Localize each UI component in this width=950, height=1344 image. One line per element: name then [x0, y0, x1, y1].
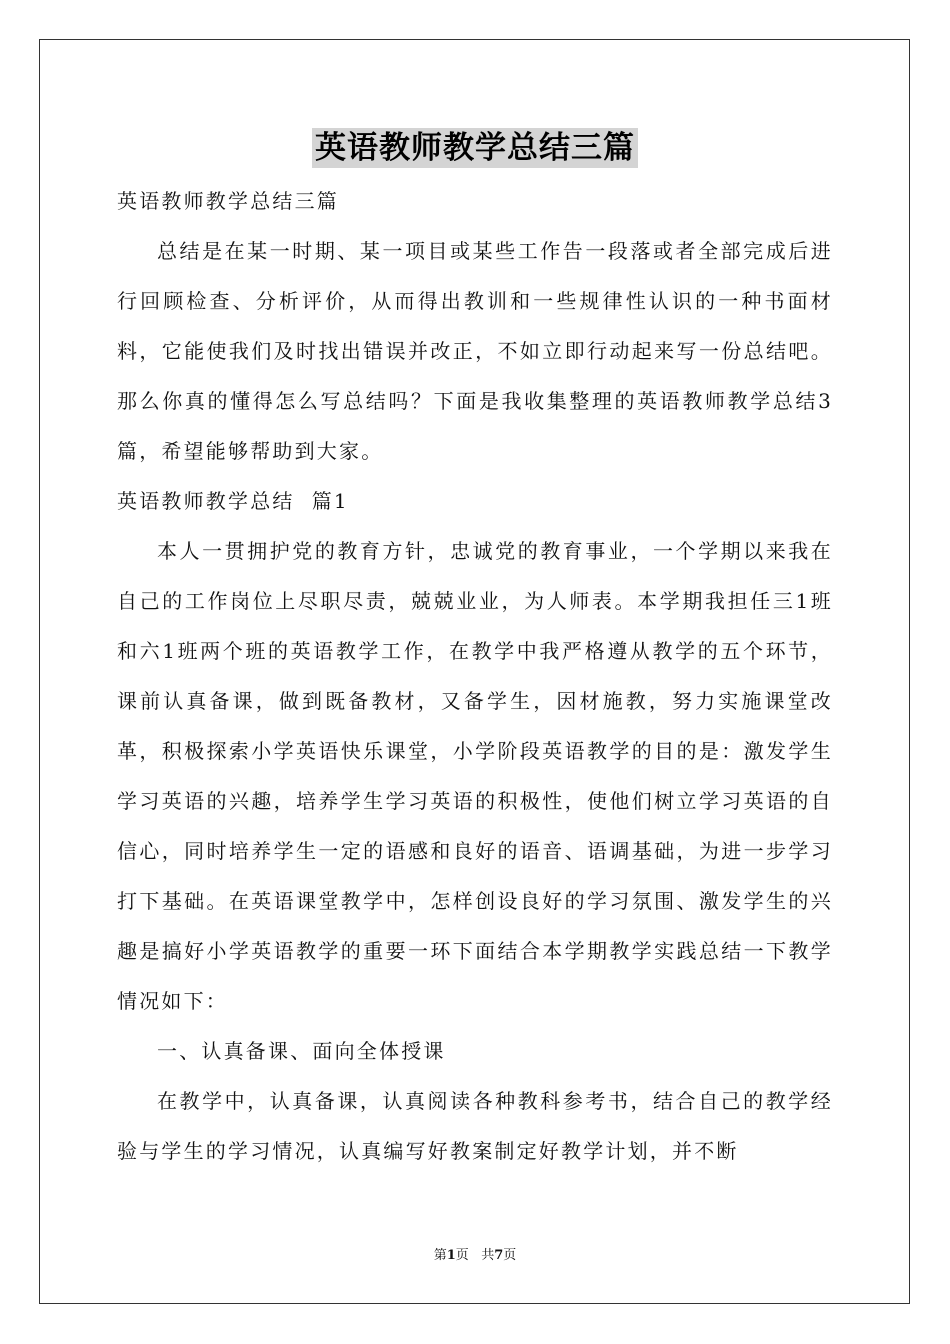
- paragraph: 在教学中，认真备课，认真阅读各种教科参考书，结合自己的教学经验与学生的学习情况，认真编写好教案制定好教学计划，并不断: [117, 1089, 833, 1163]
- document-title: 英语教师教学总结三篇: [312, 128, 638, 168]
- paragraph: 总结是在某一时期、某一项目或某些工作告一段落或者全部完成后进行回顾检查、分析评价，从而得出教训和一些规律性认识的一种书面材料，它能使我们及时找出错误并改正，不如立即行动起来写一份总结吧。那么你真的懂得怎么写总结吗？下面是我收集整理的英语教师教学总结3篇，希望能够帮助到大家。: [117, 239, 833, 463]
- total-suffix: 页: [503, 1248, 517, 1263]
- paragraph: 本人一贯拥护党的教育方针，忠诚党的教育事业，一个学期以来我在自己的工作岗位上尽职尽责，兢兢业业，为人师表。本学期我担任三1班和六1班两个班的英语教学工作，在教学中我严格遵从教学的五个环节，课前认真备课，做到既备教材，又备学生，因材施教，努力实施课堂改革，积极探索小学英语快乐课堂，小学阶段英语教学的目的是：激发学生学习英语的兴趣，培养学生学习英语的积极性，使他们树立学习英语的自信心，同时培养学生一定的语感和良好的语音、语调基础，为进一步学习打下基础。在英语课堂教学中，怎样创设良好的学习氛围、激发学生的兴趣是搞好小学英语教学的重要一环下面结合本学期教学实践总结一下教学情况如下：: [117, 539, 833, 1013]
- page-footer: [0, 1246, 950, 1266]
- total-pages: 7: [494, 1248, 504, 1263]
- page-number: 1: [446, 1248, 456, 1263]
- subsection-heading: 一、认真备课、面向全体授课: [157, 1039, 446, 1063]
- page-suffix: 页: [455, 1248, 469, 1263]
- section-heading: 英语教师教学总结 篇1: [117, 489, 349, 513]
- page-prefix: 第: [433, 1248, 447, 1263]
- paragraph: 英语教师教学总结三篇: [117, 189, 339, 213]
- total-prefix: 共: [481, 1248, 495, 1263]
- document-body: [117, 176, 833, 1176]
- title-container: [0, 128, 950, 168]
